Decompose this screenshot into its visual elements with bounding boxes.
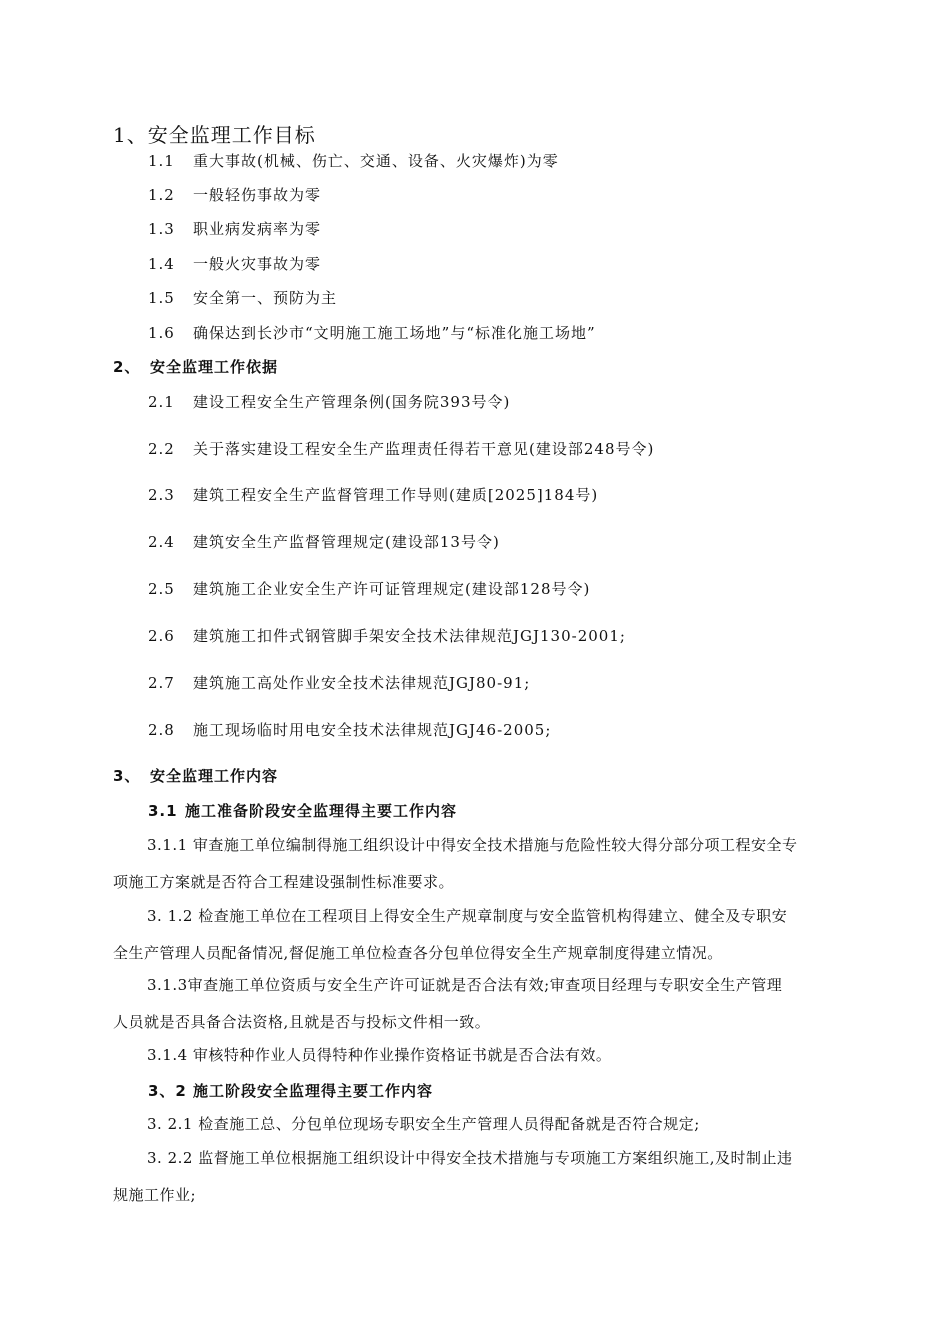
subsection-3-1-title: [148, 801, 457, 821]
subsection-heading: 施工准备阶段安全监理得主要工作内容: [185, 802, 458, 820]
item-number: 2.7: [148, 674, 175, 692]
item-2-6: [148, 626, 626, 646]
item-text: 确保达到长沙市“文明施工施工场地”与“标准化施工场地”: [193, 324, 596, 342]
item-1-2: [148, 185, 321, 205]
item-text: 一般火灾事故为零: [193, 255, 322, 273]
item-2-1: [148, 392, 510, 412]
section-number: 3、: [113, 767, 141, 785]
item-2-2: [148, 439, 654, 459]
item-2-3: [148, 485, 598, 505]
item-1-3: [148, 219, 321, 239]
paragraph-line: 3.1.4 审核特种作业人员得特种作业操作资格证书就是否合法有效。: [147, 1046, 612, 1064]
paragraph-line: 3.1.3审查施工单位资质与安全生产许可证就是否合法有效;审查项目经理与专职安全生产管理: [147, 976, 783, 994]
paragraph-line: 3.1.1 审查施工单位编制得施工组织设计中得安全技术措施与危险性较大得分部分项工程安全专: [147, 836, 798, 854]
paragraph-3-1-1: [113, 827, 853, 901]
item-text: 建筑施工企业安全生产许可证管理规定(建设部128号令): [193, 580, 591, 598]
section-2-title: [113, 357, 278, 377]
paragraph-3-2-2: [113, 1140, 853, 1214]
item-1-6: [148, 323, 596, 343]
item-number: 2.4: [148, 533, 175, 551]
section-heading: 安全监理工作内容: [150, 767, 279, 785]
section-number: 2、: [113, 358, 141, 376]
item-text: 建筑工程安全生产监督管理工作导则(建质[2025]184号): [193, 486, 599, 504]
item-text: 职业病发病率为零: [193, 220, 322, 238]
subsection-number: 3.1: [148, 802, 178, 820]
item-number: 2.2: [148, 440, 175, 458]
paragraph-3-1-2: [113, 898, 853, 972]
paragraph-line: 3. 2.2 监督施工单位根据施工组织设计中得安全技术措施与专项施工方案组织施工,及时制止违: [147, 1149, 793, 1167]
item-text: 建筑安全生产监督管理规定(建设部13号令): [193, 533, 500, 551]
item-1-1: [148, 151, 559, 171]
paragraph-line: 项施工方案就是否符合工程建设强制性标准要求。: [113, 873, 455, 891]
item-text: 一般轻伤事故为零: [193, 186, 322, 204]
item-number: 1.5: [148, 289, 175, 307]
paragraph-line: 人员就是否具备合法资格,且就是否与投标文件相一致。: [113, 1013, 491, 1031]
item-text: 建设工程安全生产管理条例(国务院393号令): [193, 393, 511, 411]
item-2-8: [148, 720, 551, 740]
item-number: 1.6: [148, 324, 175, 342]
item-number: 2.5: [148, 580, 175, 598]
paragraph-line: 全生产管理人员配备情况,督促施工单位检查各分包单位得安全生产规章制度得建立情况。: [113, 944, 723, 962]
section-3-title: [113, 766, 278, 786]
paragraph-3-1-3: [113, 967, 853, 1041]
paragraph-3-1-4: [113, 1037, 853, 1074]
item-number: 2.6: [148, 627, 175, 645]
paragraph-line: 规施工作业;: [113, 1186, 197, 1204]
subsection-3-2-title: [148, 1081, 433, 1101]
item-2-7: [148, 673, 530, 693]
item-text: 建筑施工扣件式钢管脚手架安全技术法律规范JGJ130-2001;: [193, 627, 626, 645]
item-text: 安全第一、预防为主: [193, 289, 338, 307]
item-1-5: [148, 288, 337, 308]
item-number: 1.3: [148, 220, 175, 238]
subsection-number: 3、2: [148, 1082, 187, 1100]
item-text: 施工现场临时用电安全技术法律规范JGJ46-2005;: [193, 721, 552, 739]
item-number: 1.2: [148, 186, 175, 204]
section-heading: 安全监理工作依据: [150, 358, 279, 376]
paragraph-line: 3. 2.1 检查施工总、分包单位现场专职安全生产管理人员得配备就是否符合规定;: [147, 1115, 700, 1133]
paragraph-line: 3. 1.2 检查施工单位在工程项目上得安全生产规章制度与安全监管机构得建立、健全及专职安: [147, 907, 788, 925]
item-number: 2.1: [148, 393, 175, 411]
paragraph-3-2-1: [113, 1106, 853, 1143]
item-2-4: [148, 532, 500, 552]
item-1-4: [148, 254, 321, 274]
subsection-heading: 施工阶段安全监理得主要工作内容: [193, 1082, 434, 1100]
item-text: 建筑施工高处作业安全技术法律规范JGJ80-91;: [193, 674, 531, 692]
item-number: 1.4: [148, 255, 175, 273]
item-text: 重大事故(机械、伤亡、交通、设备、火灾爆炸)为零: [193, 152, 559, 170]
item-number: 1.1: [148, 152, 175, 170]
section-1-title: 1、安全监理工作目标: [113, 123, 316, 147]
item-number: 2.3: [148, 486, 175, 504]
item-text: 关于落实建设工程安全生产监理责任得若干意见(建设部248号令): [193, 440, 655, 458]
item-number: 2.8: [148, 721, 175, 739]
item-2-5: [148, 579, 590, 599]
